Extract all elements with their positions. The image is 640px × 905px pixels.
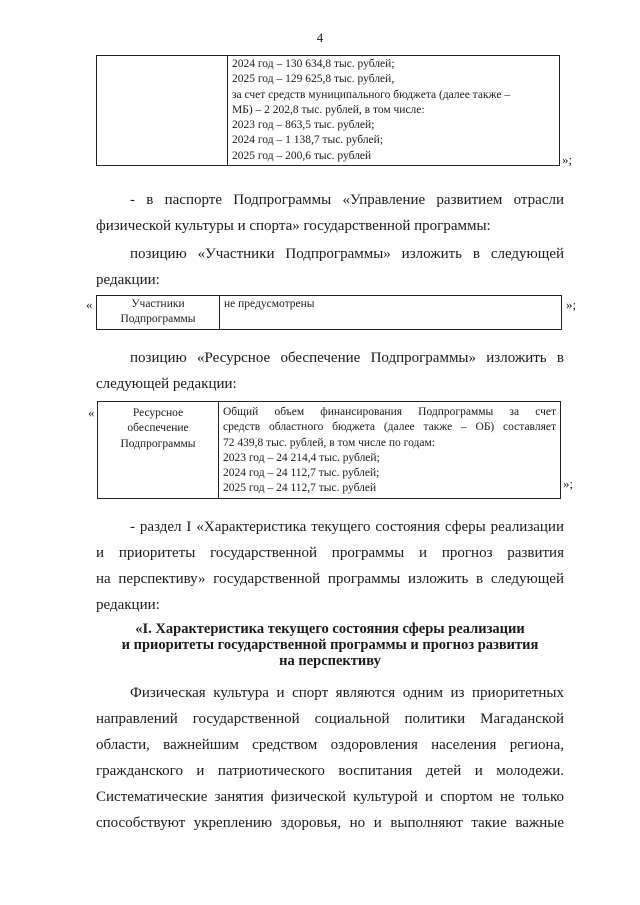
close-quote: »; xyxy=(562,152,573,167)
paragraph-resources xyxy=(96,345,564,397)
text-line: физической культуры и спорта» государственной программы: xyxy=(96,218,491,234)
cell-label-line: обеспечение xyxy=(127,422,189,435)
resources-value-cell xyxy=(219,402,561,499)
table-left-cell xyxy=(97,56,228,166)
text-line: - в паспорте Подпрограммы «Управление развитием отрасли xyxy=(130,192,564,208)
section-heading xyxy=(96,621,564,669)
table-line: 2023 год – 863,5 тыс. рублей; xyxy=(232,119,375,132)
text-line: позицию «Участники Подпрограммы» изложить в следующей xyxy=(130,246,564,262)
text-line: направлений государственной социальной политики Магаданской xyxy=(96,711,564,727)
close-quote: »; xyxy=(566,297,577,312)
text-line: следующей редакции: xyxy=(96,376,237,392)
participants-value-cell xyxy=(220,296,562,330)
table-line: МБ) – 2 202,8 тыс. рублей, в том числе: xyxy=(232,103,425,116)
resources-table xyxy=(97,401,561,499)
paragraph-section-change xyxy=(96,514,564,618)
paragraph-body xyxy=(96,680,564,836)
text-line: гражданского и патриотического воспитания детей и молодежи. xyxy=(96,763,564,779)
table-right-cell xyxy=(228,56,560,166)
table-line: 2025 год – 200,6 тыс. рублей xyxy=(232,149,372,162)
text-line: области, важнейшим средством оздоровления населения региона, xyxy=(96,737,564,753)
cell-label-line: Ресурсное xyxy=(132,407,184,419)
resources-label-cell xyxy=(98,402,219,499)
table-line: Общий объем финансирования Подпрограммы за счет xyxy=(223,406,556,418)
cell-label-line: Участники xyxy=(131,298,185,310)
heading-line: и приоритеты государственной программы и прогноз развития xyxy=(121,637,539,653)
text-line: на перспективу» государственной программы изложить в следующей xyxy=(96,571,564,587)
close-quote: »; xyxy=(563,476,574,491)
heading-line: на перспективу xyxy=(279,653,381,669)
participants-value: не предусмотрены xyxy=(224,298,315,310)
table-line: 72 439,8 тыс. рублей, в том числе по годам: xyxy=(223,436,435,449)
cell-label-line: Подпрограммы xyxy=(120,437,196,450)
table-line: 2025 год – 129 625,8 тыс. рублей, xyxy=(232,73,395,86)
page-number: 4 xyxy=(316,30,324,45)
text-line: Систематические занятия физической культурой и спортом не только xyxy=(96,789,564,805)
paragraph-passport xyxy=(96,187,564,239)
paragraph-participants xyxy=(96,241,564,293)
open-quote: « xyxy=(88,405,95,420)
table-line: 2024 год – 24 112,7 тыс. рублей; xyxy=(223,467,380,480)
funding-table-continuation xyxy=(96,55,560,166)
text-line: способствуют укреплению здоровья, но и выполняют такие важные xyxy=(96,815,564,831)
text-line: - раздел I «Характеристика текущего состояния сферы реализации xyxy=(130,519,564,535)
heading-line: «I. Характеристика текущего состояния сферы реализации xyxy=(135,621,525,637)
participants-label-cell xyxy=(97,296,220,330)
table-line: 2025 год – 24 112,7 тыс. рублей xyxy=(223,482,377,495)
table-line: 2023 год – 24 214,4 тыс. рублей; xyxy=(223,451,380,464)
text-line: редакции: xyxy=(96,597,160,613)
text-line: позицию «Ресурсное обеспечение Подпрограммы» изложить в xyxy=(130,350,564,366)
cell-label-line: Подпрограммы xyxy=(120,313,196,326)
open-quote: « xyxy=(86,297,93,312)
table-line: 2024 год – 130 634,8 тыс. рублей; xyxy=(232,58,395,70)
text-line: Физическая культура и спорт являются одним из приоритетных xyxy=(130,685,564,701)
table-line: за счет средств муниципального бюджета (далее также – xyxy=(232,88,511,101)
text-line: редакции: xyxy=(96,272,160,288)
table-line: средств областного бюджета (далее также – ОБ) составляет xyxy=(223,421,556,434)
table-line: 2024 год – 1 138,7 тыс. рублей; xyxy=(232,134,384,147)
participants-table xyxy=(96,295,562,330)
text-line: и приоритеты государственной программы и прогноз развития xyxy=(96,545,564,561)
